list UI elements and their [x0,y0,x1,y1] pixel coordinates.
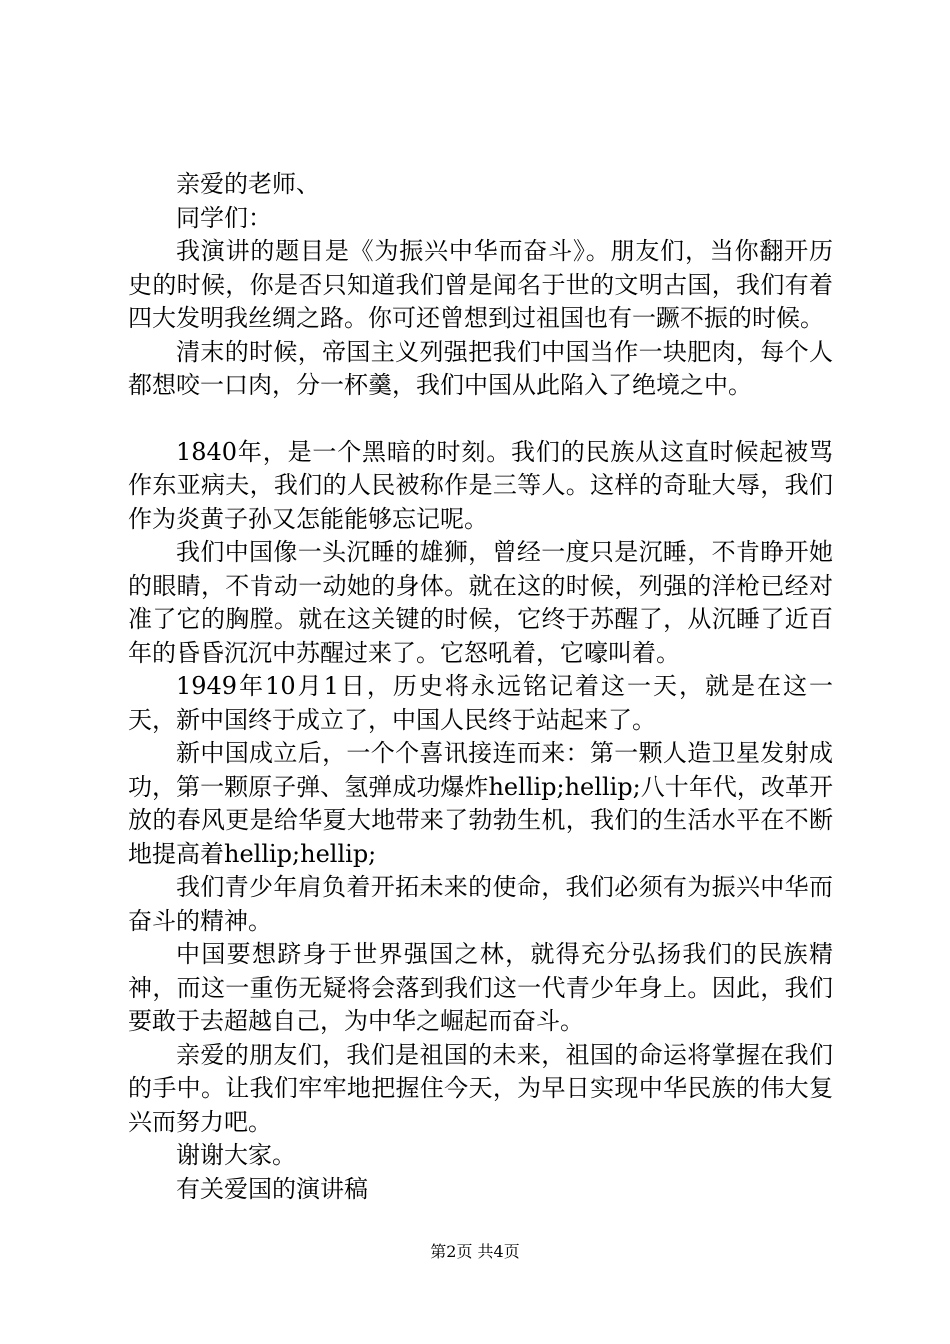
paragraph-qing-dynasty: 清末的时候，帝国主义列强把我们中国当作一块肥肉，每个人都想咬一口肉，分一杯羹，我们中国从此陷入了绝境之中。 [128,337,833,399]
paragraph-national-spirit: 中国要想跻身于世界强国之林，就得充分弘扬我们的民族精神，而这一重伤无疑将会落到我们这一代青少年身上。因此，我们要敢于去超越自己，为中华之崛起而奋斗。 [128,940,833,1035]
salutation-classmates: 同学们： [176,203,272,232]
paragraph-friends: 亲爱的朋友们，我们是祖国的未来，祖国的命运将掌握在我们的手中。让我们牢牢地把握住今天，为早日实现中华民族的伟大复兴而努力吧。 [128,1040,833,1136]
paragraph-new-china: 新中国成立后，一个个喜讯接连而来：第一颗人造卫星发射成功，第一颗原子弹、氢弹成功爆炸hellip;hellip;八十年代，改革开放的春风更是给华夏大地带来了勃勃生机，我们的生活水平在不断地提高着hellip;hellip; [128,739,833,868]
next-title: 有关爱国的演讲稿 [176,1174,368,1203]
salutation-teachers: 亲爱的老师、 [176,170,320,198]
paragraph-youth-mission: 我们青少年肩负着开拓未来的使命，我们必须有为振兴中华而奋斗的精神。 [128,873,833,935]
paragraph-sleeping-lion: 我们中国像一头沉睡的雄狮，曾经一度只是沉睡，不肯睁开她的眼睛，不肯动一动她的身体。就在这的时候，列强的洋枪已经对准了它的胸膛。就在这关键的时候，它终于苏醒了，从沉睡了近百年的昏昏沉沉中苏醒过来了。它怒吼着，它嚎叫着。 [128,538,833,667]
paragraph-1949: 1949年10月1日，历史将永远铭记着这一天，就是在这一天，新中国终于成立了，中国人民终于站起来了。 [128,672,833,734]
document-body [128,168,833,1206]
closing-thanks: 谢谢大家。 [176,1141,296,1169]
paragraph-intro: 我演讲的题目是《为振兴中华而奋斗》。朋友们，当你翻开历史的时候，你是否只知道我们曾是闻名于世的文明古国，我们有着四大发明我丝绸之路。你可还曾想到过祖国也有一蹶不振的时候。 [128,237,833,332]
paragraph-1840: 1840年，是一个黑暗的时刻。我们的民族从这直时候起被骂作东亚病夫，我们的人民被称作是三等人。这样的奇耻大辱，我们作为炎黄子孙又怎能能够忘记呢。 [128,437,833,533]
page-footer: 第2页 共4页 [430,1242,520,1261]
